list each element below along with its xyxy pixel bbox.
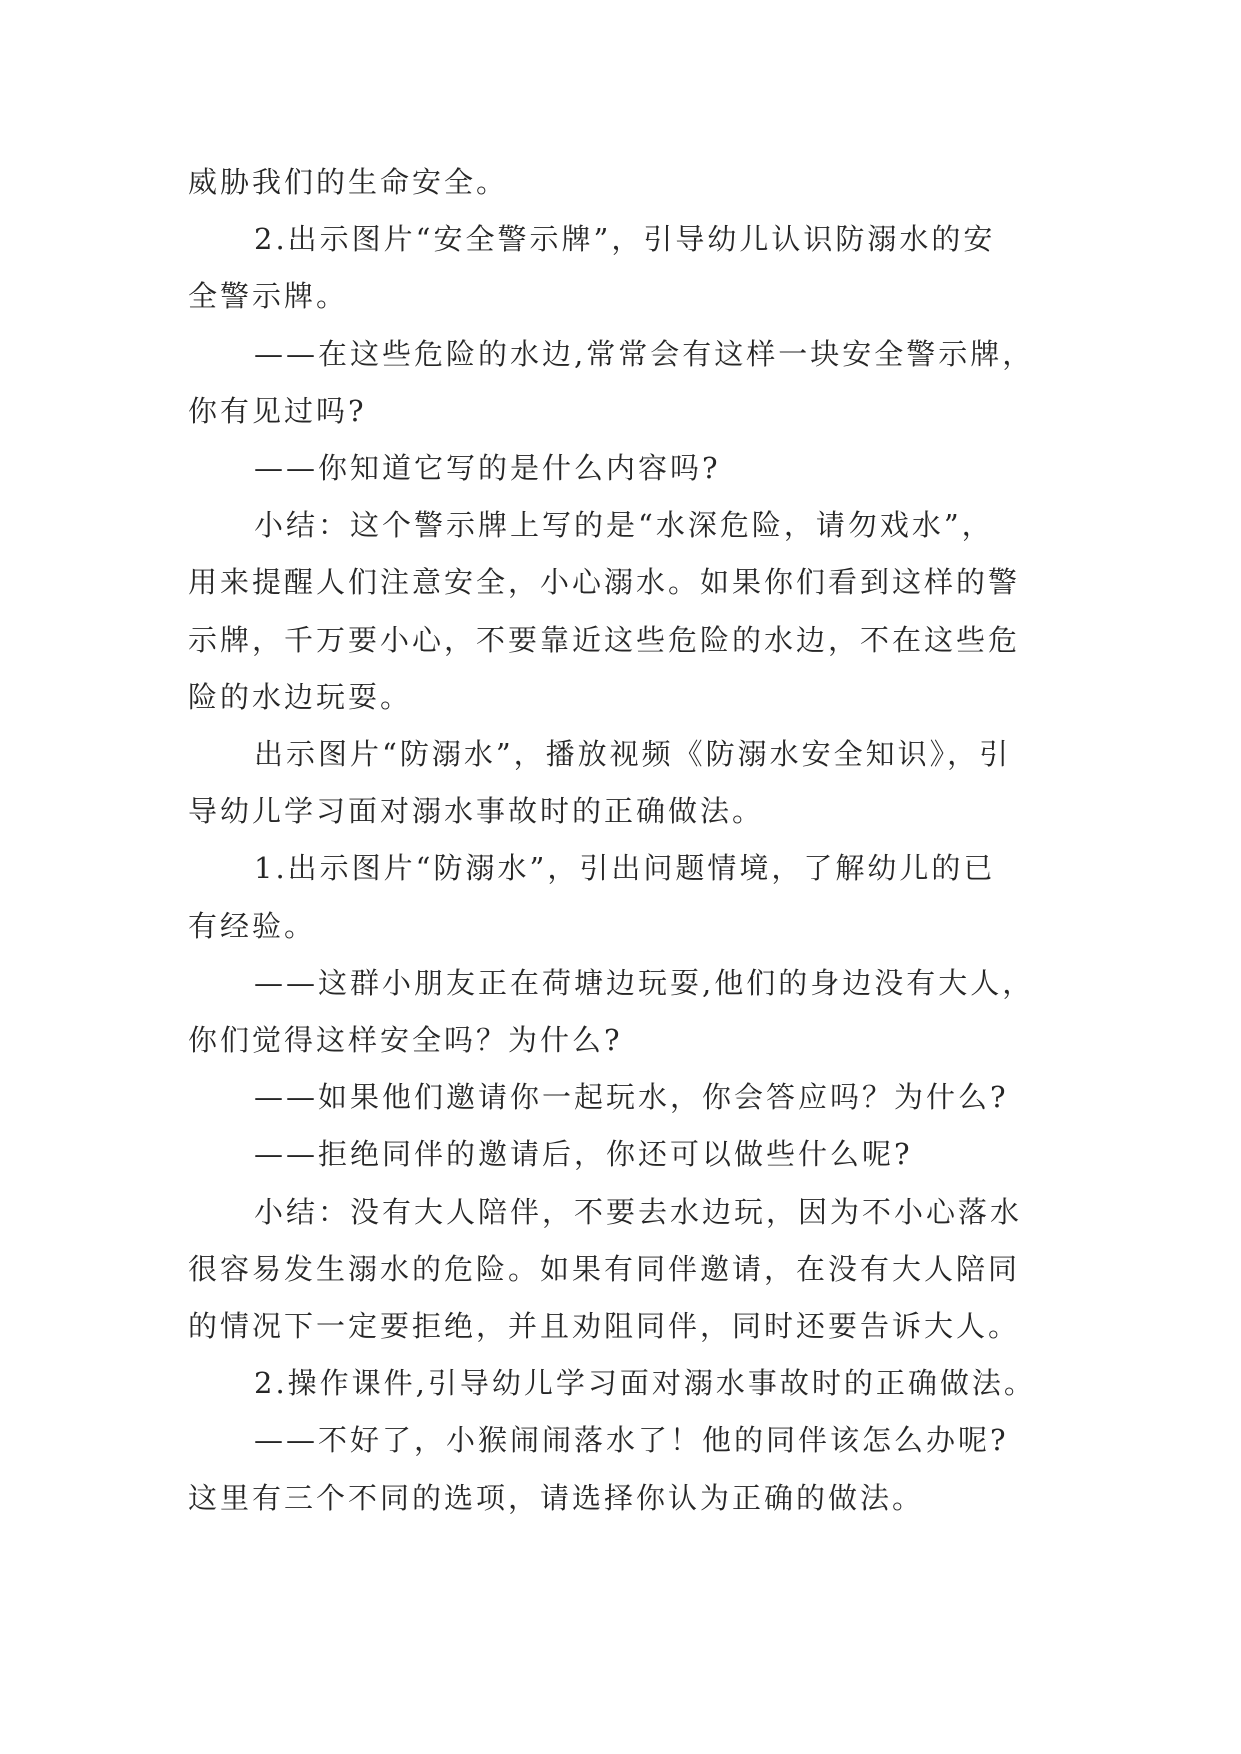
text-line: ——不好了，小猴闹闹落水了！他的同伴该怎么办呢? (254, 1423, 1009, 1458)
text-line: ——拒绝同伴的邀请后，你还可以做些什么呢? (254, 1137, 913, 1172)
body-text (188, 154, 1068, 1527)
text-line: 用来提醒人们注意安全，小心溺水。如果你们看到这样的警 (188, 565, 1021, 600)
text-line: 的情况下一定要拒绝，并且劝阻同伴，同时还要告诉大人。 (188, 1309, 1021, 1344)
text-line: ——这群小朋友正在荷塘边玩耍,他们的身边没有大人， (254, 965, 1035, 1000)
text-line: ——在这些危险的水边,常常会有这样一块安全警示牌， (254, 336, 1035, 371)
text-line: 2.出示图片“安全警示牌”，引导幼儿认识防溺水的安 (254, 222, 996, 257)
text-line: ——如果他们邀请你一起玩水，你会答应吗？为什么? (254, 1080, 1009, 1115)
text-line: 全警示牌。 (188, 279, 349, 314)
text-line: 很容易发生溺水的危险。如果有同伴邀请，在没有大人陪同 (188, 1251, 1021, 1286)
text-line: 导幼儿学习面对溺水事故时的正确做法。 (188, 794, 765, 829)
text-line: 示牌，千万要小心，不要靠近这些危险的水边，不在这些危 (188, 622, 1021, 657)
text-line: ——你知道它写的是什么内容吗? (254, 451, 721, 486)
text-line: 险的水边玩耍。 (188, 679, 413, 714)
text-line: 威胁我们的生命安全。 (188, 165, 509, 199)
text-line: 有经验。 (188, 908, 317, 943)
text-line: 小结：这个警示牌上写的是“水深危险，请勿戏水”， (254, 508, 994, 543)
text-line: 这里有三个不同的选项，请选择你认为正确的做法。 (188, 1480, 925, 1515)
text-line: 2.操作课件,引导幼儿学习面对溺水事故时的正确做法。 (254, 1366, 1036, 1401)
text-line: 出示图片“防溺水”，播放视频《防溺水安全知识》，引 (254, 737, 1012, 772)
text-line: 你们觉得这样安全吗？为什么? (188, 1023, 623, 1058)
text-line: 小结：没有大人陪伴，不要去水边玩，因为不小心落水 (254, 1194, 1023, 1229)
text-line: 1.出示图片“防溺水”，引出问题情境，了解幼儿的已 (254, 851, 996, 886)
text-line: 你有见过吗? (188, 393, 367, 428)
